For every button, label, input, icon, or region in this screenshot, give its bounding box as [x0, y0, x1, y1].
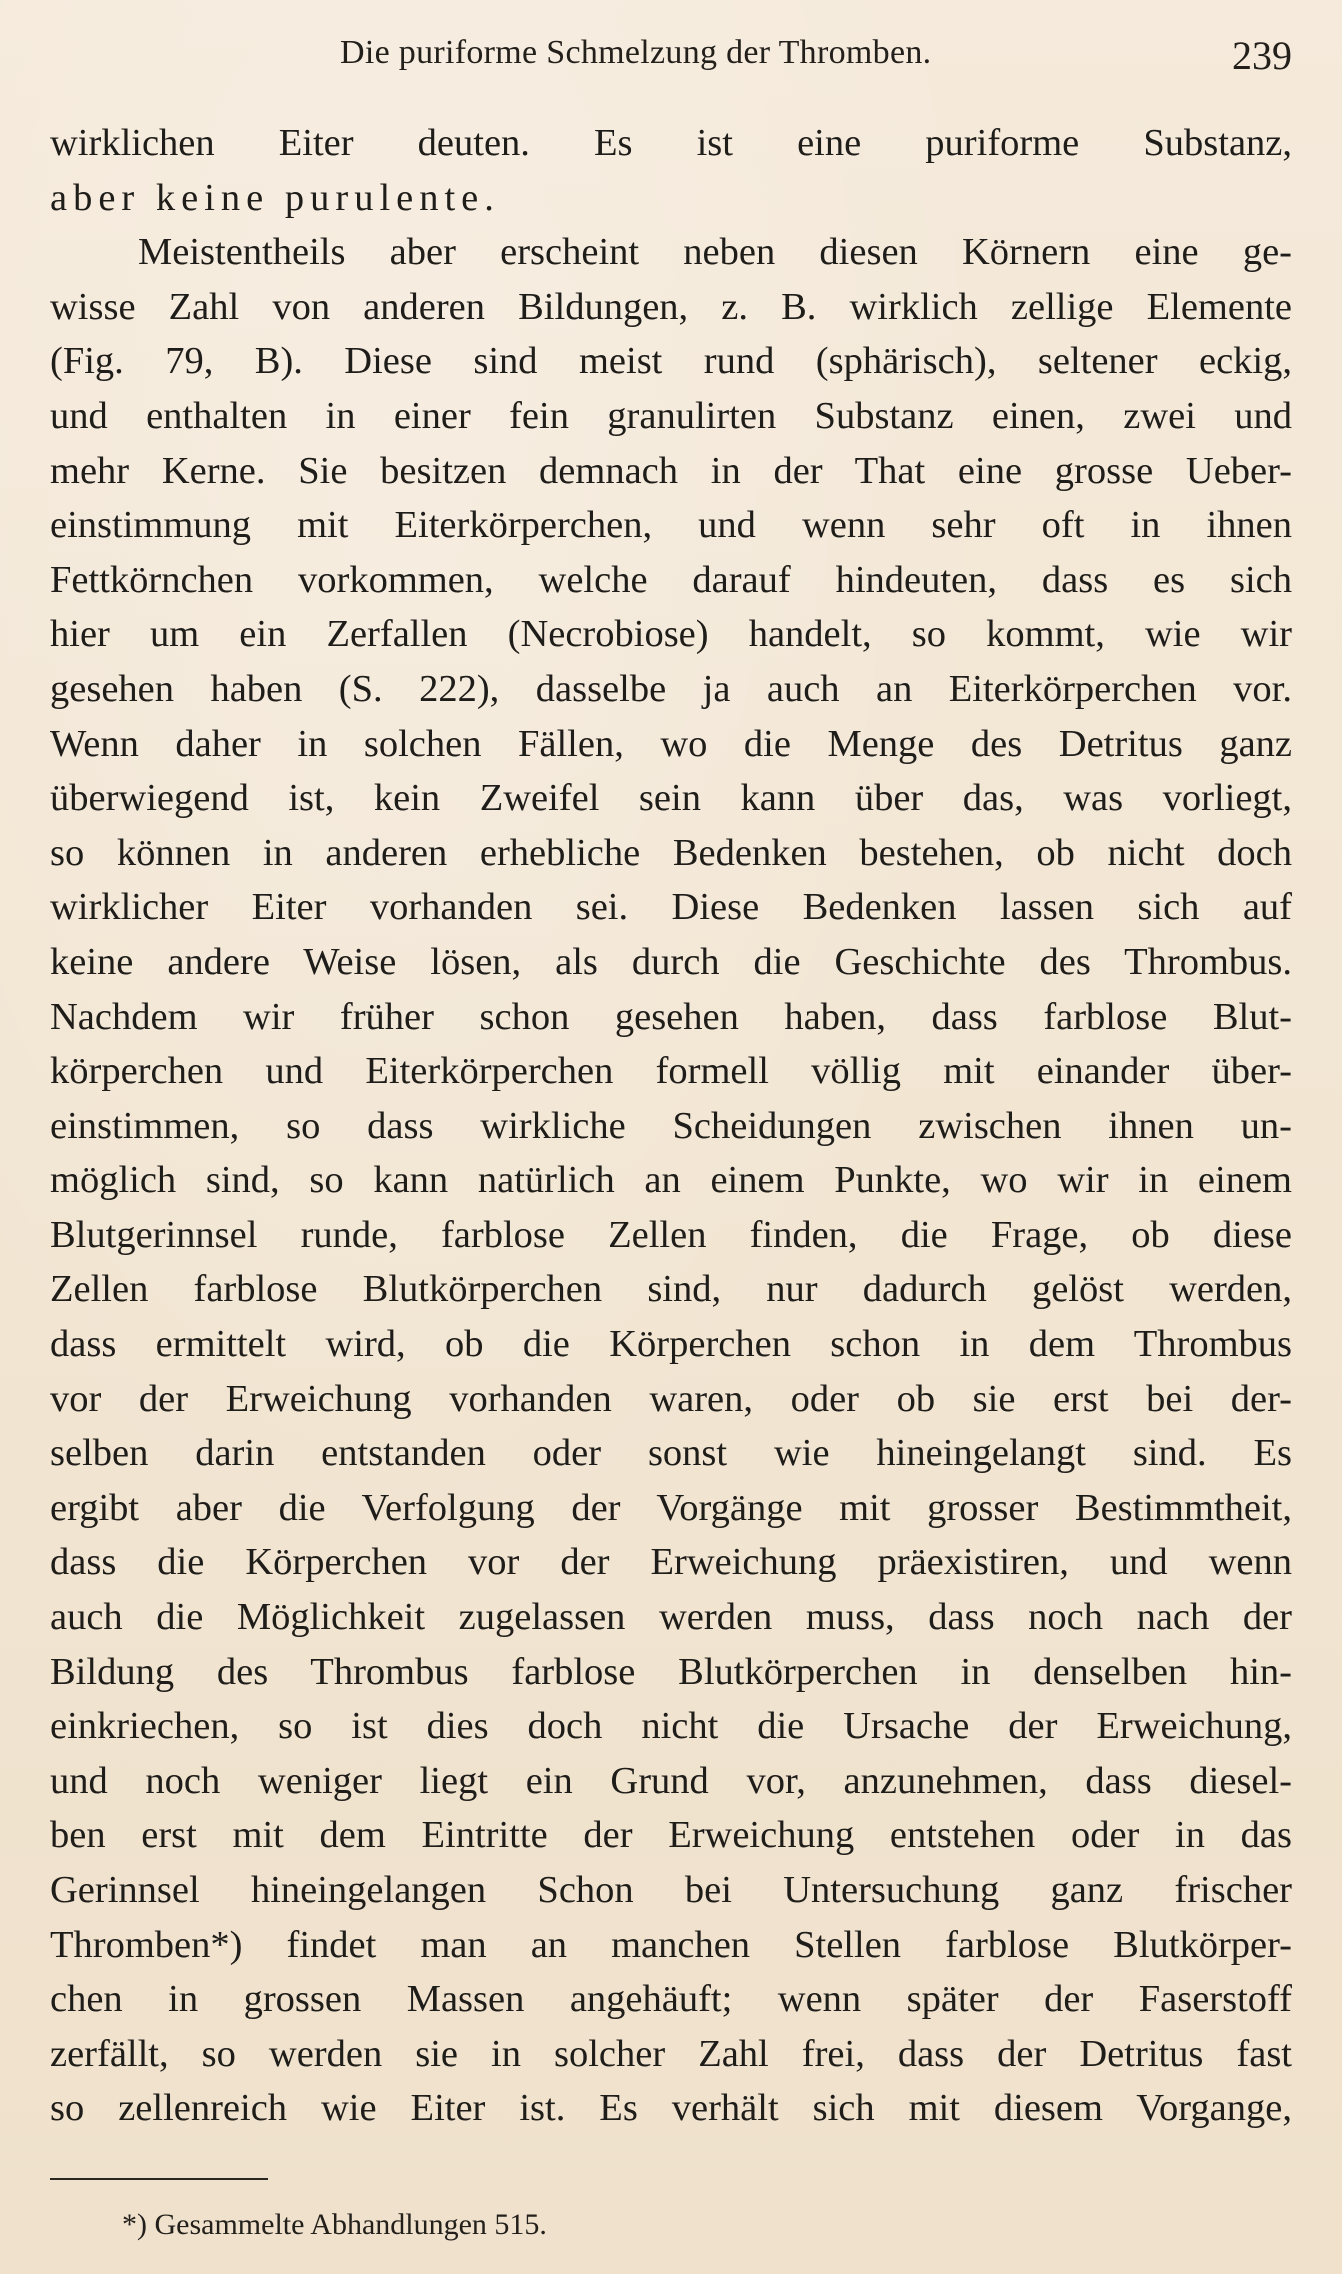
- text-line: wirklicher Eiter vorhanden sei. Diese Bedenken lassen sich auf: [50, 886, 1292, 929]
- text-line: vor der Erweichung vorhanden waren, oder ob sie erst bei der-: [50, 1377, 1292, 1420]
- text-line: Gerinnsel hineingelangen Schon bei Untersuchung ganz frischer: [50, 1869, 1292, 1911]
- text-line: keine andere Weise lösen, als durch die Geschichte des Thrombus.: [50, 940, 1292, 983]
- footnote: *) Gesammelte Abhandlungen 515.: [122, 2208, 547, 2241]
- text-line: einstimmen, so dass wirkliche Scheidungen zwischen ihnen un-: [50, 1104, 1292, 1147]
- text-line: Wenn daher in solchen Fällen, wo die Menge des Detritus ganz: [50, 722, 1292, 765]
- text-line: (Fig. 79, B). Diese sind meist rund (sphärisch), seltener eckig,: [50, 340, 1292, 383]
- text-line: und noch weniger liegt ein Grund vor, anzunehmen, dass diesel-: [50, 1759, 1292, 1802]
- text-line: zerfällt, so werden sie in solcher Zahl frei, dass der Detritus fast: [50, 2032, 1292, 2075]
- text-line: gesehen haben (S. 222), dasselbe ja auch an Eiterkörperchen vor.: [50, 667, 1292, 710]
- text-line: Meistentheils aber erscheint neben diesen Körnern eine ge-: [138, 231, 1292, 274]
- text-line: Fettkörnchen vorkommen, welche darauf hindeuten, dass es sich: [50, 558, 1292, 601]
- text-line: aber keine purulente.: [50, 176, 500, 219]
- text-line: hier um ein Zerfallen (Necrobiose) handelt, so kommt, wie wir: [50, 613, 1292, 656]
- text-line: chen in grossen Massen angehäuft; wenn später der Faserstoff: [50, 1978, 1292, 2021]
- main-text: [50, 116, 1292, 2136]
- text-line: körperchen und Eiterkörperchen formell völlig mit einander über-: [50, 1050, 1292, 1093]
- text-line: und enthalten in einer fein granulirten Substanz einen, zwei und: [50, 394, 1292, 437]
- text-line: ergibt aber die Verfolgung der Vorgänge mit grosser Bestimmtheit,: [50, 1486, 1292, 1529]
- text-line: wisse Zahl von anderen Bildungen, z. B. wirklich zellige Elemente: [50, 285, 1292, 328]
- text-line: selben darin entstanden oder sonst wie hineingelangt sind. Es: [50, 1432, 1292, 1475]
- text-line: möglich sind, so kann natürlich an einem Punkte, wo wir in einem: [50, 1159, 1292, 1202]
- footnote-divider: [50, 2178, 268, 2180]
- text-line: Thromben*) findet man an manchen Stellen farblose Blutkörper-: [50, 1923, 1292, 1966]
- text-line: Bildung des Thrombus farblose Blutkörperchen in denselben hin-: [50, 1650, 1292, 1693]
- text-line: auch die Möglichkeit zugelassen werden muss, dass noch nach der: [50, 1596, 1292, 1639]
- page-number: 239: [1232, 33, 1292, 78]
- text-line: überwiegend ist, kein Zweifel sein kann über das, was vorliegt,: [50, 777, 1292, 820]
- text-line: so zellenreich wie Eiter ist. Es verhält sich mit diesem Vorgange,: [50, 2087, 1292, 2130]
- text-line: Nachdem wir früher schon gesehen haben, dass farblose Blut-: [50, 995, 1292, 1038]
- text-line: einkriechen, so ist dies doch nicht die Ursache der Erweichung,: [50, 1705, 1292, 1748]
- text-line: ben erst mit dem Eintritte der Erweichung entstehen oder in das: [50, 1814, 1292, 1857]
- text-line: Blutgerinnsel runde, farblose Zellen finden, die Frage, ob diese: [50, 1213, 1292, 1256]
- text-line: so können in anderen erhebliche Bedenken bestehen, ob nicht doch: [50, 831, 1292, 874]
- text-line: dass die Körperchen vor der Erweichung präexistiren, und wenn: [50, 1541, 1292, 1584]
- text-line: Zellen farblose Blutkörperchen sind, nur dadurch gelöst werden,: [50, 1268, 1292, 1311]
- running-header: [50, 26, 1292, 86]
- text-line: einstimmung mit Eiterkörperchen, und wenn sehr oft in ihnen: [50, 504, 1292, 547]
- text-line: dass ermittelt wird, ob die Körperchen schon in dem Thrombus: [50, 1323, 1292, 1366]
- text-line: mehr Kerne. Sie besitzen demnach in der That eine grosse Ueber-: [50, 449, 1292, 492]
- running-title: Die puriforme Schmelzung der Thromben.: [340, 34, 932, 71]
- text-line: wirklichen Eiter deuten. Es ist eine puriforme Substanz,: [50, 122, 1292, 164]
